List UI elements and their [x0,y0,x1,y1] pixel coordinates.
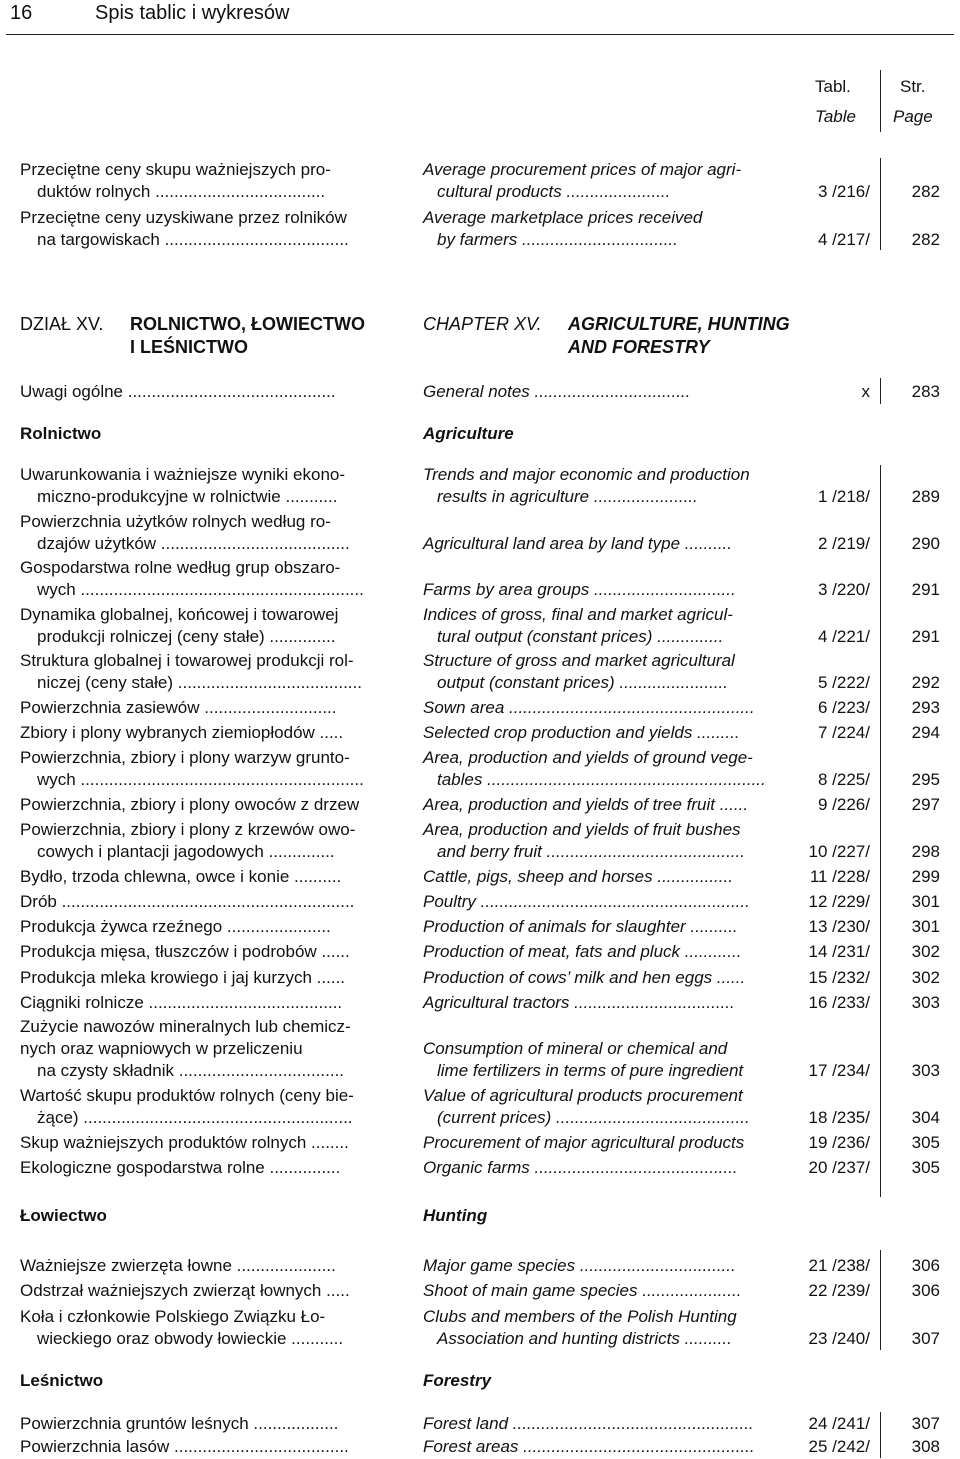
entry-title-pl: na targowiskach ....................................... [37,230,349,249]
entry-title-pl: Powierzchnia, zbiory i plony warzyw grunto- [20,748,350,767]
table-ref: 19 /236/ [808,1133,870,1152]
entry-title-pl: Ekologiczne gospodarstwa rolne ............... [20,1158,341,1177]
entry-title-pl: Bydło, trzoda chlewna, owce i konie .......... [20,867,342,886]
table-ref: 5 /222/ [818,673,870,692]
entry-title-en: Organic farms ........................................... [423,1158,738,1177]
entry-title-pl: nych oraz wapniowych w przeliczeniu [20,1039,303,1058]
entry-title-en: Production of animals for slaughter .......... [423,917,738,936]
entry-title-pl: Powierzchnia, zbiory i plony z krzewów owo- [20,820,356,839]
entry-title-en: Poultry ......................................................... [423,892,750,911]
col-table-label: Table [815,107,856,126]
page-ref: 291 [911,627,940,646]
entry-title-pl: Powierzchnia użytków rolnych według ro- [20,512,331,531]
entry-title-pl: duktów rolnych .................................... [37,182,326,201]
page-ref: 305 [911,1133,940,1152]
entry-title-pl: Zbiory i plony wybranych ziemiopłodów ..... [20,723,344,742]
entry-title-pl: wych ............................................................ [37,770,364,789]
entry-title-pl: Powierzchnia gruntów leśnych .................. [20,1414,339,1433]
entry-title-pl: Produkcja mleka krowiego i jaj kurzych ...... [20,968,346,987]
entry-title-en: Area, production and yields of tree fruit ...... [423,795,749,814]
section-heading-en: Forestry [423,1371,492,1390]
entry-title-pl: Powierzchnia lasów ..................................... [20,1437,349,1456]
entry-title-pl: Przeciętne ceny skupu ważniejszych pro- [20,160,331,179]
entry-title-pl: niczej (ceny stałe) ....................................... [37,673,362,692]
chapter-title-pl-2: I LEŚNICTWO [130,337,248,357]
page-number: 16 [10,2,33,24]
table-ref: 3 /220/ [818,580,870,599]
page-ref: 292 [911,673,940,692]
section-heading-en: Hunting [423,1206,488,1225]
entry-title-en: Structure of gross and market agricultural [423,651,735,670]
entry-title-en: Cattle, pigs, sheep and horses ................ [423,867,733,886]
entry-title-en: results in agriculture ...................... [437,487,698,506]
entry-title-pl: Wartość skupu produktów rolnych (ceny bie- [20,1086,354,1105]
entry-title-en: output (constant prices) ....................... [437,673,729,692]
header-divider [6,34,954,35]
page-ref: 282 [911,182,940,201]
entry-title-en: Farms by area groups .............................. [423,580,736,599]
entry-title-en: by farmers ................................. [437,230,678,249]
entry-title-en: Procurement of major agricultural products [423,1133,745,1152]
entry-title-pl: Produkcja żywca rzeźnego ...................... [20,917,331,936]
table-ref: 4 /217/ [818,230,870,249]
entry-title-pl: Powierzchnia zasiewów ............................ [20,698,337,717]
column-divider [880,158,881,250]
chapter-prefix-pl: DZIAŁ XV. [20,314,104,334]
table-ref: 24 /241/ [808,1414,870,1433]
entry-title-pl: Koła i członkowie Polskiego Związku Ło- [20,1307,326,1326]
col-tabl-label: Tabl. [815,77,851,96]
table-ref: 20 /237/ [808,1158,870,1177]
table-ref: 25 /242/ [808,1437,870,1456]
page-ref: 291 [911,580,940,599]
entry-title-en: Production of meat, fats and pluck ............ [423,942,742,961]
general-notes-table-ref: x [861,382,870,401]
page-title: Spis tablic i wykresów [95,2,290,24]
section-heading-en: Agriculture [423,424,514,443]
general-notes-page-ref: 283 [911,382,940,401]
entry-title-en: Value of agricultural products procurement [423,1086,743,1105]
general-notes-en: General notes ................................. [423,382,691,401]
chapter-title-en-2: AND FORESTRY [568,337,710,357]
entry-title-pl: Drób .............................................................. [20,892,355,911]
entry-title-pl: Struktura globalnej i towarowej produkcji rol- [20,651,354,670]
entry-title-pl: miczno-produkcyjne w rolnictwie ........... [37,487,338,506]
table-ref: 23 /240/ [808,1329,870,1348]
page-ref: 302 [911,942,940,961]
entry-title-en: Clubs and members of the Polish Hunting [423,1307,737,1326]
entry-title-en: cultural products ...................... [437,182,671,201]
page-header [0,0,960,40]
page-ref: 303 [911,993,940,1012]
page-ref: 294 [911,723,940,742]
entry-title-pl: produkcji rolniczej (ceny stałe) .............. [37,627,336,646]
entry-title-en: Shoot of main game species ..................... [423,1281,742,1300]
page-ref: 301 [911,917,940,936]
entry-title-pl: Uwarunkowania i ważniejsze wyniki ekono- [20,465,346,484]
entry-title-en: Indices of gross, final and market agricul- [423,605,733,624]
table-ref: 15 /232/ [808,968,870,987]
table-ref: 4 /221/ [818,627,870,646]
page-ref: 301 [911,892,940,911]
entry-title-pl: Zużycie nawozów mineralnych lub chemicz- [20,1017,351,1036]
page-ref: 308 [911,1437,940,1456]
table-ref: 14 /231/ [808,942,870,961]
entry-title-pl: Przeciętne ceny uzyskiwane przez rolników [20,208,347,227]
entry-title-pl: Ciągniki rolnicze ......................................... [20,993,343,1012]
entry-title-en: Forest land ................................................... [423,1414,754,1433]
entry-title-en: Trends and major economic and production [423,465,750,484]
entry-title-en: and berry fruit .......................................... [437,842,745,861]
table-ref: 13 /230/ [808,917,870,936]
entry-title-pl: Ważniejsze zwierzęta łowne ..................... [20,1256,336,1275]
entry-title-en: Association and hunting districts .......... [437,1329,732,1348]
page-ref: 299 [911,867,940,886]
page-ref: 306 [911,1281,940,1300]
table-ref: 1 /218/ [818,487,870,506]
entry-title-en: Agricultural land area by land type .......... [423,534,732,553]
page-ref: 305 [911,1158,940,1177]
page-ref: 295 [911,770,940,789]
page-ref: 297 [911,795,940,814]
page-ref: 298 [911,842,940,861]
entry-title-pl: Powierzchnia, zbiory i plony owoców z drzew [20,795,360,814]
page-ref: 302 [911,968,940,987]
page-ref: 289 [911,487,940,506]
page-ref: 282 [911,230,940,249]
entry-title-pl: Gospodarstwa rolne według grup obszaro- [20,558,341,577]
entry-title-en: Average marketplace prices received [423,208,703,227]
entry-title-pl: Produkcja mięsa, tłuszczów i podrobów ...... [20,942,350,961]
entry-title-en: tables ........................................................... [437,770,766,789]
entry-title-en: Selected crop production and yields ......... [423,723,740,742]
general-notes-pl: Uwagi ogólne ............................................ [20,382,336,401]
section-heading-pl: Leśnictwo [20,1371,104,1390]
entry-title-en: Consumption of mineral or chemical and [423,1039,728,1058]
table-ref: 11 /228/ [809,867,870,886]
entry-title-en: lime fertilizers in terms of pure ingredient [437,1061,744,1080]
table-ref: 12 /229/ [808,892,870,911]
entry-title-en: Area, production and yields of ground vege- [423,748,753,767]
table-ref: 18 /235/ [808,1108,870,1127]
entry-title-pl: Odstrzał ważniejszych zwierząt łownych ..... [20,1281,350,1300]
table-ref: 7 /224/ [818,723,870,742]
entry-title-en: Agricultural tractors .................................. [423,993,735,1012]
entry-title-en: Forest areas ................................................. [423,1437,755,1456]
col-page-label: Page [893,107,933,126]
entry-title-en: Area, production and yields of fruit bushes [423,820,741,839]
table-ref: 8 /225/ [818,770,870,789]
page-ref: 303 [911,1061,940,1080]
entry-title-pl: cowych i plantacji jagodowych .............. [37,842,335,861]
page-ref: 304 [911,1108,940,1127]
entry-title-pl: wieckiego oraz obwody łowieckie ........... [37,1329,344,1348]
entry-title-pl: na czysty składnik ................................... [37,1061,345,1080]
page-ref: 307 [911,1414,940,1433]
entry-title-en: tural output (constant prices) .............. [437,627,724,646]
column-divider [880,378,881,404]
table-ref: 9 /226/ [818,795,870,814]
entry-title-pl: żące) ......................................................... [37,1108,353,1127]
chapter-title-en: AGRICULTURE, HUNTING [568,314,790,334]
page-ref: 290 [911,534,940,553]
table-ref: 2 /219/ [818,534,870,553]
table-ref: 3 /216/ [818,182,870,201]
column-divider [880,70,881,132]
column-divider [880,1250,881,1350]
entry-title-pl: Dynamika globalnej, końcowej i towarowej [20,605,339,624]
col-str-label: Str. [900,77,926,96]
entry-title-en: Average procurement prices of major agri- [423,160,742,179]
page-ref: 307 [911,1329,940,1348]
table-ref: 6 /223/ [818,698,870,717]
chapter-title-pl: ROLNICTWO, ŁOWIECTWO [130,314,365,334]
table-ref: 22 /239/ [808,1281,870,1300]
table-ref: 21 /238/ [808,1256,870,1275]
section-heading-pl: Łowiectwo [20,1206,107,1225]
page-ref: 306 [911,1256,940,1275]
table-ref: 17 /234/ [808,1061,870,1080]
table-ref: 10 /227/ [808,842,870,861]
entry-title-pl: wych ............................................................ [37,580,364,599]
section-heading-pl: Rolnictwo [20,424,102,443]
page-ref: 293 [911,698,940,717]
chapter-prefix-en: CHAPTER XV. [423,314,542,334]
column-divider [880,1412,881,1458]
table-ref: 16 /233/ [808,993,870,1012]
column-divider [880,465,881,1197]
entry-title-en: Production of cows’ milk and hen eggs ...... [423,968,746,987]
entry-title-en: Sown area .................................................... [423,698,755,717]
entry-title-pl: Skup ważniejszych produktów rolnych ........ [20,1133,349,1152]
entry-title-en: Major game species ................................. [423,1256,736,1275]
entry-title-en: (current prices) ......................................... [437,1108,750,1127]
entry-title-pl: dzajów użytków ........................................ [37,534,350,553]
